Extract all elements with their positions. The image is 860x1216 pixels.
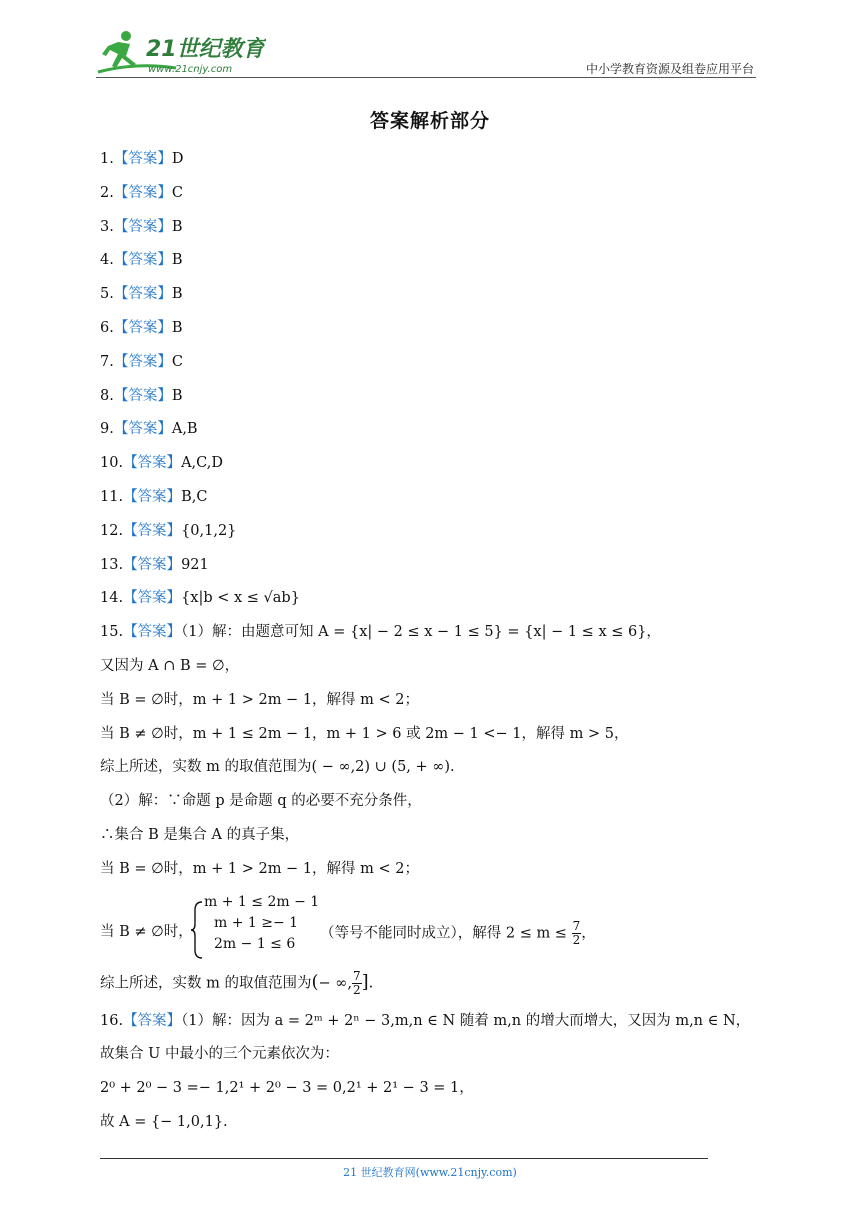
answer-number: 1. [100, 151, 114, 167]
answer-row [100, 317, 760, 351]
site-logo [96, 28, 266, 76]
q15-line: 当 B ≠ ∅时，m + 1 ≤ 2m − 1，m + 1 > 6 或 2m − 1 <− 1，解得 m > 5， [100, 725, 629, 742]
answer-tag: 【答案】 [123, 488, 182, 505]
answer-value: B [171, 218, 183, 235]
answer-row [100, 283, 760, 317]
answer-value: {0,1,2} [181, 522, 237, 539]
answer-row [100, 486, 760, 520]
answer-value: B [171, 252, 183, 269]
svg-text:21世纪教育: 21世纪教育 [146, 37, 265, 62]
answer-number: 5. [100, 286, 114, 303]
q15-line: 当 B = ∅时，m + 1 > 2m − 1，解得 m < 2； [100, 691, 419, 708]
page-title: 答案解析部分 [369, 110, 490, 132]
q16-line: 故 A = {− 1,0,1}. [100, 1113, 228, 1130]
answer-number: 14. [100, 590, 124, 607]
q15-line: （2）解：∵命题 p 是命题 q 的必要不充分条件， [100, 793, 422, 810]
answer-tag: 【答案】 [113, 184, 172, 201]
q15-line: 当 B = ∅时，m + 1 > 2m − 1，解得 m < 2； [100, 860, 419, 877]
answer-number: 9. [100, 421, 114, 438]
inequality-system [204, 892, 319, 955]
answer-value: B [171, 387, 183, 404]
answer-row [100, 418, 760, 452]
answer-tag: 【答案】 [113, 218, 172, 235]
answer-row [100, 587, 760, 621]
system-note: （等号不能同时成立），解得 2 ≤ m ≤ $\frac{7}{2}$ ， [320, 918, 596, 947]
answer-row [100, 182, 760, 216]
q15-line: 又因为 A ∩ B = ∅， [100, 657, 240, 674]
answer-row [100, 351, 760, 385]
answer-number: 12. [100, 522, 124, 539]
answer-value: B [171, 319, 183, 336]
q16-line: 2⁰ + 2⁰ − 3 =− 1,2¹ + 2⁰ − 3 = 0,2¹ + 2¹ − 3 = 1， [100, 1080, 474, 1097]
answer-value: {x|b < x ≤ √ab} [181, 590, 300, 607]
answer-row [100, 148, 760, 182]
answer-number: 11. [100, 488, 124, 505]
answer-value: D [171, 151, 184, 167]
answer-list [100, 148, 760, 1145]
answer-tag: 【答案】 [113, 319, 172, 336]
q16-first-line: 16.【答案】（1）解：因为 a = 2ᵐ + 2ⁿ − 3,m,n ∈ N 随着 m,n 的增大而增大，又因为 m,n ∈ N， [100, 1012, 751, 1029]
answer-number: 3. [100, 218, 114, 235]
answer-value: A,B [171, 421, 198, 438]
fraction: $\frac{7}{2}$ [572, 918, 581, 947]
svg-text:www.21cnjy.com: www.21cnjy.com [148, 64, 233, 75]
footer-source[interactable]: 21 世纪教育网(www.21cnjy.com) [343, 1166, 517, 1179]
answer-number: 2. [100, 184, 114, 201]
answer-value: C [171, 353, 183, 370]
q15-first-line: 15.【答案】（1）解：由题意可知 A = {x| − 2 ≤ x − 1 ≤ 5} = {x| − 1 ≤ x ≤ 6}， [100, 624, 661, 641]
page-header [96, 26, 756, 78]
q15-final-line: 综上所述，实数 m 的取值范围为(− ∞, $\frac{7}{2}$ ]. [100, 968, 374, 997]
answer-row [100, 452, 760, 486]
q16-line: 故集合 U 中最小的三个元素依次为： [100, 1046, 339, 1063]
answer-tag: 【答案】 [123, 522, 182, 539]
answer-number: 4. [100, 252, 114, 269]
answer-tag: 【答案】 [123, 455, 182, 472]
inequality: m + 1 ≤ 2m − 1 [204, 893, 320, 910]
answer-row [100, 554, 760, 588]
answer-number: 6. [100, 319, 114, 336]
answer-tag: 【答案】 [113, 421, 172, 438]
answer-row [100, 216, 760, 250]
fraction: $\frac{7}{2}$ [352, 968, 361, 997]
inequality-system-line [100, 892, 760, 970]
answer-tag: 【答案】 [113, 252, 172, 269]
system-prefix: 当 B ≠ ∅时， [100, 923, 193, 940]
answer-tag: 【答案】 [123, 590, 182, 607]
answer-number: 7. [100, 353, 114, 370]
answer-number: 13. [100, 556, 124, 573]
q15-line: 综上所述，实数 m 的取值范围为( − ∞,2) ∪ (5, + ∞). [100, 759, 455, 776]
answer-row [100, 249, 760, 283]
answer-value: C [171, 184, 183, 201]
left-brace [190, 900, 204, 960]
answer-row [100, 520, 760, 554]
answer-number: 10. [100, 455, 124, 472]
inequality: m + 1 ≥− 1 [214, 914, 299, 931]
answer-value: 921 [181, 556, 209, 573]
answer-value: B [171, 286, 183, 303]
answer-number: 8. [100, 387, 114, 404]
footer-divider [100, 1158, 708, 1159]
answer-tag: 【答案】 [113, 151, 172, 167]
answer-tag: 【答案】 [123, 556, 182, 573]
platform-name: 中小学教育资源及组卷应用平台 [585, 62, 754, 76]
answer-value: B,C [181, 488, 208, 505]
answer-tag: 【答案】 [113, 286, 172, 303]
answer-value: A,C,D [181, 455, 223, 472]
answer-tag: 【答案】 [113, 387, 172, 404]
q15-line: ∴集合 B 是集合 A 的真子集， [100, 826, 300, 843]
answer-tag: 【答案】 [113, 353, 172, 370]
answer-row [100, 385, 760, 419]
header-divider [96, 77, 756, 78]
inequality: 2m − 1 ≤ 6 [214, 935, 296, 952]
